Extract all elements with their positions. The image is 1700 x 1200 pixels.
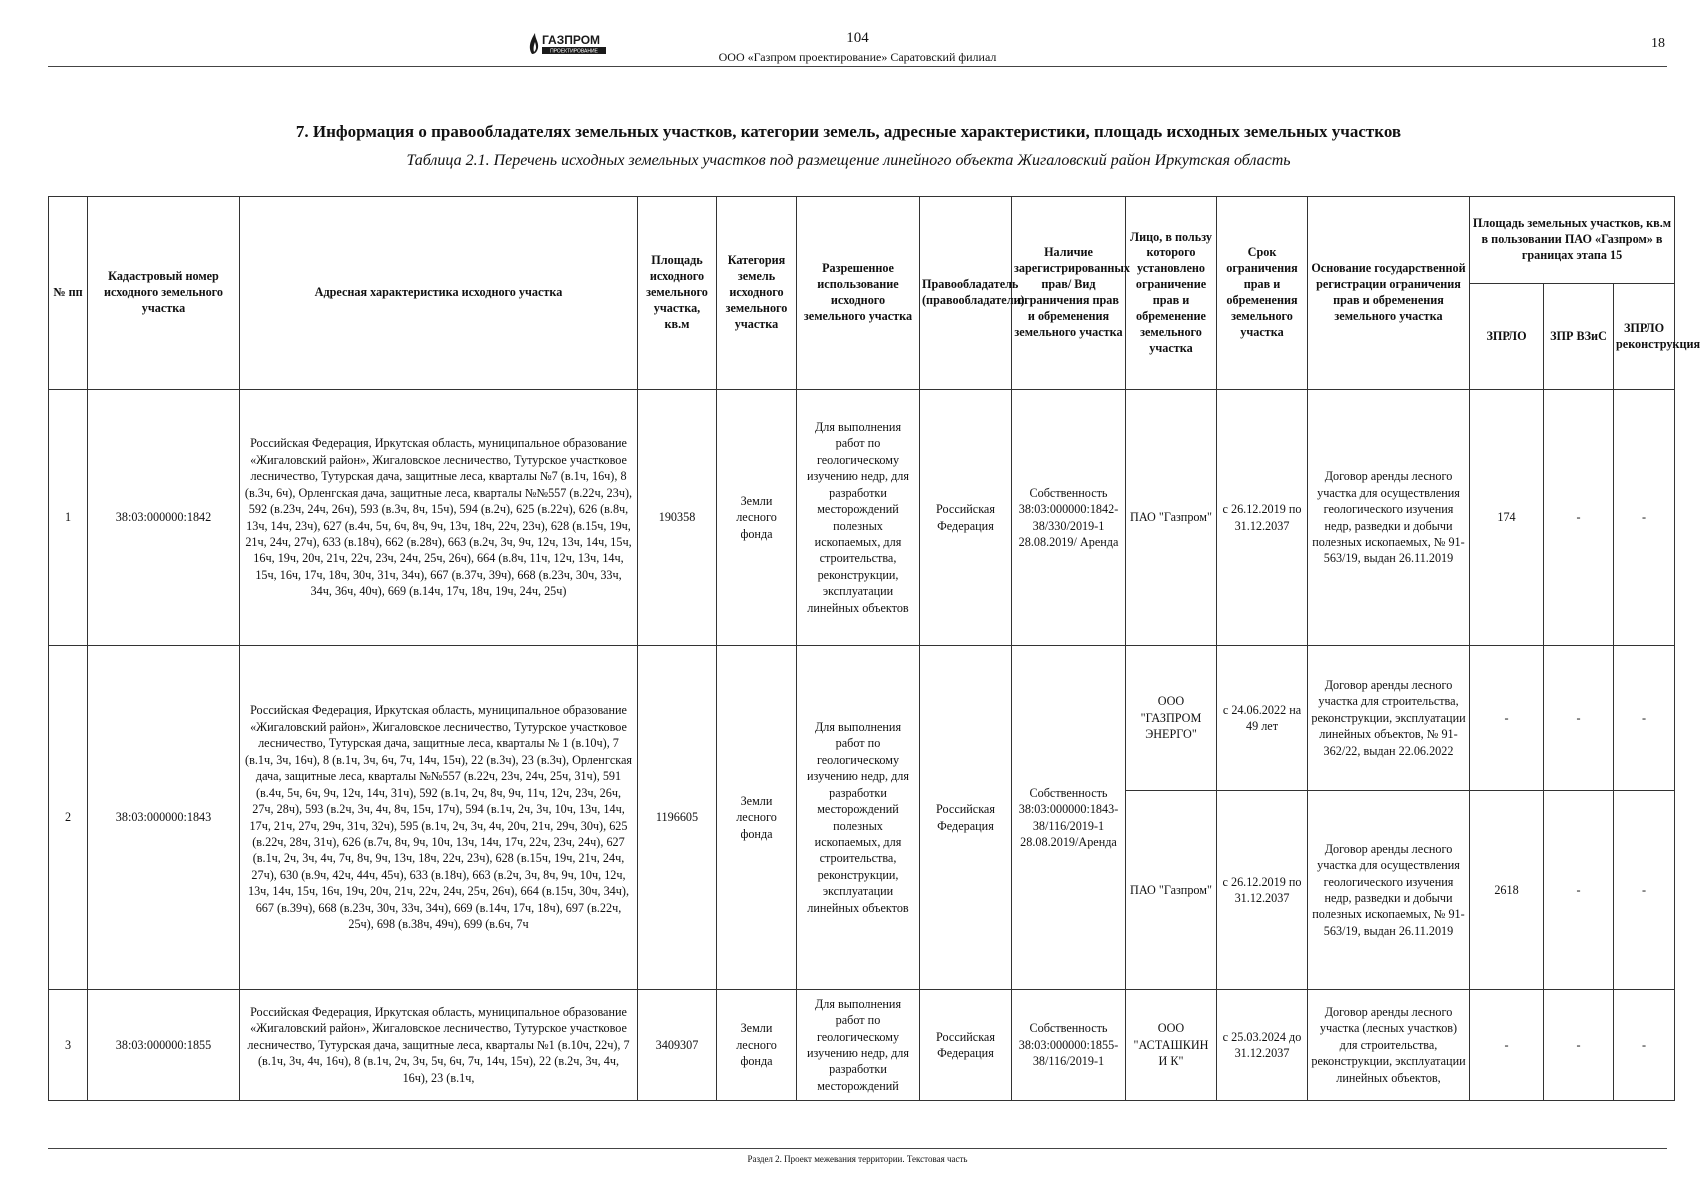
table-caption: Таблица 2.1. Перечень исходных земельных участков под размещение линейного объекта Жигаловский район Иркутская область bbox=[406, 152, 1291, 169]
cell-area: 3409307 bbox=[638, 990, 717, 1101]
sheet-number: 18 bbox=[1651, 36, 1665, 51]
cell-zprlo: 174 bbox=[1470, 390, 1544, 646]
col-category: Категория земель исходного земельного участка bbox=[717, 197, 797, 390]
col-cadastral: Кадастровый номер исходного земельного участка bbox=[88, 197, 240, 390]
header-subtitle: ООО «Газпром проектирование» Саратовский филиал bbox=[718, 50, 997, 64]
cell-holder: Российская Федерация bbox=[920, 990, 1012, 1101]
cell-holder: Российская Федерация bbox=[920, 646, 1012, 990]
cell-category: Земли лесного фонда bbox=[717, 646, 797, 990]
land-plots-table bbox=[48, 196, 1700, 1101]
cell-area: 1196605 bbox=[638, 646, 717, 990]
col-use: Разрешенное использование исходного земельного участка bbox=[797, 197, 920, 390]
cell-basis: Договор аренды лесного участка для строительства, реконструкции, эксплуатации линейных объектов, № 91-362/22, выдан 22.06.2022 bbox=[1308, 646, 1470, 791]
cell-person: ПАО "Газпром" bbox=[1126, 791, 1217, 990]
cell-use: Для выполнения работ по геологическому изучению недр, для разработки месторождений полезных ископаемых, для строительства, реконструкции, эксплуатации линейных объектов bbox=[797, 646, 920, 990]
cell-category: Земли лесного фонда bbox=[717, 390, 797, 646]
cell-person: ООО "АСТАШКИН И К" bbox=[1126, 990, 1217, 1101]
col-holder: Правообладатель (правообладатели) bbox=[920, 197, 1012, 390]
cell-term: с 24.06.2022 на 49 лет bbox=[1217, 646, 1308, 791]
cell-no: 3 bbox=[49, 990, 88, 1101]
cell-registration: Собственность 38:03:000000:1843-38/116/2019-1 28.08.2019/Аренда bbox=[1012, 646, 1126, 990]
section-heading: 7. Информация о правообладателях земельных участков, категории земель, адресные характеристики, площадь исходных земельных участков bbox=[295, 122, 1402, 141]
cell-term: с 26.12.2019 по 31.12.2037 bbox=[1217, 791, 1308, 990]
col-group-area: Площадь земельных участков, кв.м в пользовании ПАО «Газпром» в границах этапа 15 bbox=[1470, 197, 1675, 284]
col-zpr-vzis: ЗПР ВЗиС bbox=[1544, 284, 1614, 390]
cell-zprlo: - bbox=[1470, 990, 1544, 1101]
cell-basis: Договор аренды лесного участка для осуществления геологического изучения недр, разведки и добычи полезных ископаемых, № 91-563/19, выдан 26.11.2019 bbox=[1308, 791, 1470, 990]
cell-zpr-vzis: - bbox=[1544, 990, 1614, 1101]
cell-address: Российская Федерация, Иркутская область, муниципальное образование «Жигаловский район», Жигаловское лесничество, Тутурское участковое лесничество, Тутурская дача, защитные леса, кварталы №1 (в.10ч, 22ч), 7 (в.1ч, 3ч, 4ч, 16ч), 8 (в.1ч, 2ч, 3ч, 5ч, 6ч, 7ч, 14ч, 15ч), 22 (в.2ч, 3ч, 4ч, 16ч), 23 (в.1ч, bbox=[240, 990, 638, 1101]
cell-person: ООО "ГАЗПРОМ ЭНЕРГО" bbox=[1126, 646, 1217, 791]
table-row bbox=[49, 390, 1675, 646]
page-header bbox=[48, 24, 1667, 67]
page-footer: Раздел 2. Проект межевания территории. Текстовая часть bbox=[48, 1148, 1667, 1164]
cell-zprlo-rec: - bbox=[1614, 791, 1675, 990]
cell-use: Для выполнения работ по геологическому изучению недр, для разработки месторождений bbox=[797, 990, 920, 1101]
cell-category: Земли лесного фонда bbox=[717, 990, 797, 1101]
col-person: Лицо, в пользу которого установлено ограничение прав и обременение земельного участка bbox=[1126, 197, 1217, 390]
cell-cadastral: 38:03:000000:1855 bbox=[88, 990, 240, 1101]
cell-no: 2 bbox=[49, 646, 88, 990]
cell-basis: Договор аренды лесного участка для осуществления геологического изучения недр, разведки и добычи полезных ископаемых, № 91-563/19, выдан 26.11.2019 bbox=[1308, 390, 1470, 646]
cell-person: ПАО "Газпром" bbox=[1126, 390, 1217, 646]
cell-zpr-vzis: - bbox=[1544, 390, 1614, 646]
cell-zprlo: - bbox=[1470, 646, 1544, 791]
cell-cadastral: 38:03:000000:1843 bbox=[88, 646, 240, 990]
page-number: 104 bbox=[846, 30, 869, 46]
cell-no: 1 bbox=[49, 390, 88, 646]
cell-zpr-vzis: - bbox=[1544, 791, 1614, 990]
cell-use: Для выполнения работ по геологическому изучению недр, для разработки месторождений полезных ископаемых, для строительства, реконструкции, эксплуатации линейных объектов bbox=[797, 390, 920, 646]
cell-basis: Договор аренды лесного участка (лесных участков) для строительства, реконструкции, эксплуатации линейных объектов, bbox=[1308, 990, 1470, 1101]
cell-zprlo: 2618 bbox=[1470, 791, 1544, 990]
cell-term: с 25.03.2024 до 31.12.2037 bbox=[1217, 990, 1308, 1101]
col-no: № пп bbox=[49, 197, 88, 390]
cell-registration: Собственность 38:03:000000:1855-38/116/2019-1 bbox=[1012, 990, 1126, 1101]
cell-zprlo-rec: - bbox=[1614, 990, 1675, 1101]
col-registration: Наличие зарегистрированных прав/ Вид ограничения прав и обременения земельного участка bbox=[1012, 197, 1126, 390]
cell-registration: Собственность 38:03:000000:1842-38/330/2019-1 28.08.2019/ Аренда bbox=[1012, 390, 1126, 646]
table-row bbox=[49, 646, 1675, 791]
svg-text:ПРОЕКТИРОВАНИЕ: ПРОЕКТИРОВАНИЕ bbox=[550, 48, 598, 55]
cell-area: 190358 bbox=[638, 390, 717, 646]
cell-holder: Российская Федерация bbox=[920, 390, 1012, 646]
cell-zprlo-rec: - bbox=[1614, 646, 1675, 791]
cell-cadastral: 38:03:000000:1842 bbox=[88, 390, 240, 646]
cell-zpr-vzis: - bbox=[1544, 646, 1614, 791]
cell-address: Российская Федерация, Иркутская область, муниципальное образование «Жигаловский район», Жигаловское лесничество, Тутурское участковое лесничество, Тутурская дача, защитные леса, кварталы №7 (в.1ч, 16ч), 8 (в.3ч, 6ч), Орленгская дача, защитные леса, кварталы №№557 (в.22ч, 23ч), 592 (в.23ч, 24ч, 26ч), 593 (в.3ч, 8ч, 15ч), 594 (в.2ч), 625 (в.22ч), 626 (в.8ч, 13ч, 14ч, 23ч), 627 (в.4ч, 5ч, 6ч, 8ч, 9ч, 13ч, 18ч, 22ч, 23ч), 628 (в.15ч, 19ч, 21ч, 24ч, 27ч), 633 (в.18ч), 662 (в.28ч), 663 (в.2ч, 3ч, 9ч, 12ч, 13ч, 14ч, 15ч, 16ч, 19ч, 20ч, 21ч, 22ч, 23ч, 24ч, 25ч, 26ч), 664 (в.8ч, 11ч, 12ч, 13ч, 14ч, 15ч, 16ч, 17ч, 18ч, 30ч, 31ч, 34ч), 667 (в.37ч, 39ч), 668 (в.23ч, 30ч, 33ч, 34ч, 36ч, 40ч), 669 (в.14ч, 17ч, 18ч, 19ч, 24ч, 25ч) bbox=[240, 390, 638, 646]
col-term: Срок ограничения прав и обременения земельного участка bbox=[1217, 197, 1308, 390]
cell-address: Российская Федерация, Иркутская область, муниципальное образование «Жигаловский район», Жигаловское лесничество, Тутурское участковое лесничество, Тутурская дача, защитные леса, кварталы № 1 (в.10ч), 7 (в.1ч, 3ч, 16ч), 8 (в.1ч, 3ч, 6ч, 7ч, 14ч, 15ч), 22 (в.3ч), 23 (в.3ч), Орленгская дача, защитные леса, кварталы №№557 (в.22ч, 23ч, 24ч, 25ч, 31ч), 591 (в.4ч, 5ч, 6ч, 9ч, 12ч, 14ч, 31ч), 592 (в.1ч, 2ч, 8ч, 9ч, 11ч, 12ч, 23ч, 26ч, 27ч, 28ч), 593 (в.2ч, 3ч, 4ч, 8ч, 15ч, 17ч), 594 (в.1ч, 2ч, 3ч, 10ч, 13ч, 14ч, 17ч, 21ч, 27ч, 29ч, 31ч, 32ч), 595 (в.1ч, 2ч, 3ч, 4ч, 20ч, 21ч, 29ч, 30ч), 625 (в.22ч, 28ч, 31ч), 626 (в.7ч, 8ч, 9ч, 10ч, 13ч, 14ч, 17ч, 22ч, 23ч, 24ч), 627 (в.1ч, 2ч, 3ч, 4ч, 7ч, 8ч, 9ч, 13ч, 18ч, 22ч, 23ч), 628 (в.15ч, 19ч, 21ч, 24ч, 27ч), 630 (в.9ч, 42ч, 44ч, 45ч), 633 (в.18ч), 663 (в.2ч, 3ч, 8ч, 9ч, 10ч, 12ч, 13ч, 14ч, 15ч, 16ч, 19ч, 20ч, 21ч, 22ч, 24ч, 25ч, 26ч), 664 (в.15ч, 30ч, 34ч), 667 (в.39ч), 668 (в.23ч, 30ч, 33ч, 34ч), 669 (в.14ч, 17ч, 18ч), 697 (в.22ч, 25ч), 698 (в.38ч, 49ч), 699 (в.6ч, 7ч bbox=[240, 646, 638, 990]
cell-term: с 26.12.2019 по 31.12.2037 bbox=[1217, 390, 1308, 646]
cell-zprlo-rec: - bbox=[1614, 390, 1675, 646]
col-basis: Основание государственной регистрации ограничения прав и обременения земельного участка bbox=[1308, 197, 1470, 390]
col-zprlo: ЗПРЛО bbox=[1470, 284, 1544, 390]
svg-text:ГАЗПРОМ: ГАЗПРОМ bbox=[542, 33, 601, 47]
col-address: Адресная характеристика исходного участка bbox=[240, 197, 638, 390]
col-area: Площадь исходного земельного участка, кв.м bbox=[638, 197, 717, 390]
table-row bbox=[49, 990, 1675, 1101]
col-zprlo-rec: ЗПРЛО реконструкция bbox=[1614, 284, 1675, 390]
